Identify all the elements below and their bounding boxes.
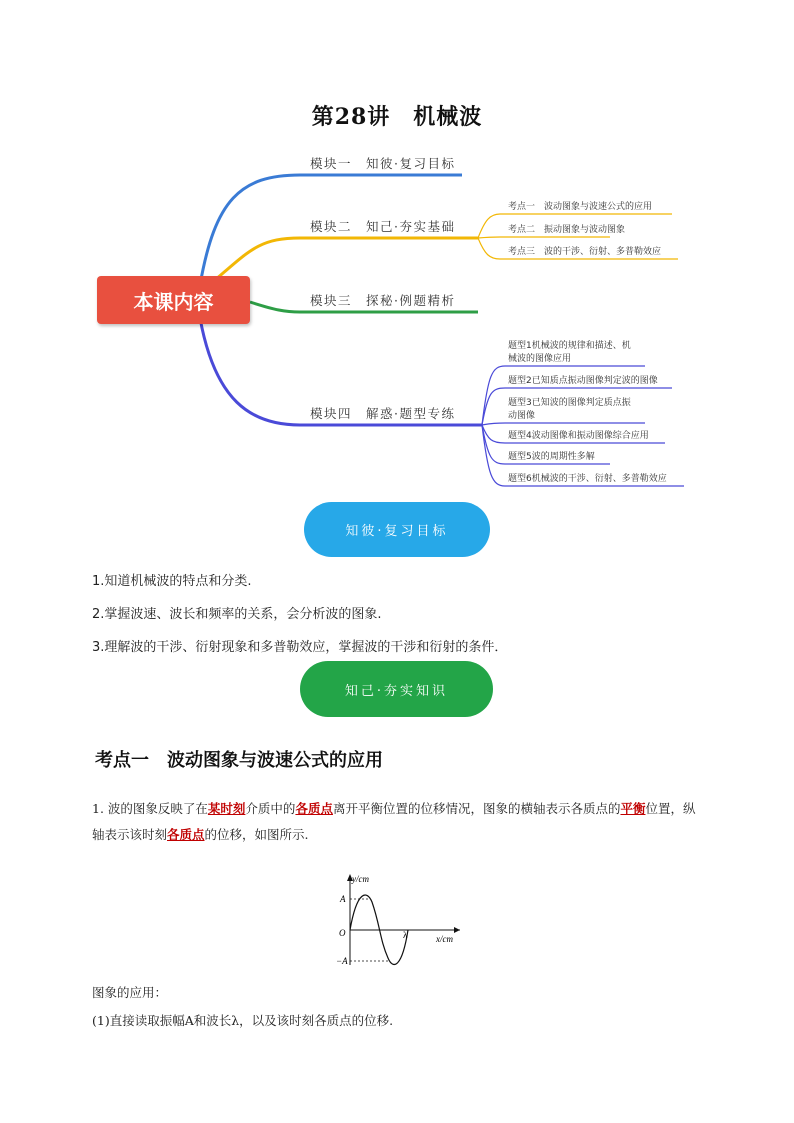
goal-item: 2.掌握波速、波长和频率的关系，会分析波的图象.: [92, 607, 382, 622]
sub-item: 械波的图像应用: [508, 354, 572, 364]
sub-line-4-3: [482, 423, 645, 425]
review-goals-banner: 知彼·复习目标: [304, 502, 490, 557]
sub-item: 题型5波的周期性多解: [508, 452, 595, 462]
branch-module-2: 模块二 知己·夯实基础: [310, 219, 456, 234]
section-heading: 考点一 波动图象与波速公式的应用: [95, 750, 383, 771]
sub-item: 题型6机械波的干涉、衍射、多普勒效应: [508, 474, 667, 484]
mindmap-root: 本课内容: [97, 276, 250, 324]
sub-item: 考点一 波动图象与波速公式的应用: [508, 202, 653, 212]
sub-item: 题型2已知质点振动图像判定波的图像: [508, 376, 658, 386]
highlight-term: 平衡: [620, 801, 646, 816]
page-title: 第28讲 机械波: [311, 104, 483, 130]
origin-label: O: [339, 928, 346, 938]
wavelength-label: λ: [403, 930, 408, 940]
sub-item: 题型1机械波的规律和描述、机: [508, 341, 631, 351]
application-heading: 图象的应用：: [92, 985, 168, 1000]
sub-item: 考点二 振动图象与波动图象: [508, 225, 626, 235]
highlight-term: 各质点: [295, 801, 333, 816]
sub-item: 动图像: [508, 411, 536, 421]
branch-module-1: 模块一 知彼·复习目标: [310, 156, 456, 171]
amplitude-label: A: [340, 894, 346, 904]
sub-line-2-2: [478, 237, 610, 238]
paragraph-wave-image: 1. 波的图象反映了在某时刻介质中的各质点离开平衡位置的位移情况，图象的横轴表示各质点的平衡位置，纵轴表示该时刻各质点的位移，如图所示.: [92, 801, 696, 842]
negative-amplitude-label: −A: [336, 956, 348, 966]
branch-module-4: 模块四 解惑·题型专练: [310, 406, 456, 421]
basics-banner: 知己·夯实知识: [300, 661, 493, 717]
highlight-term: 各质点: [167, 827, 205, 842]
highlight-term: 某时刻: [207, 801, 246, 816]
goal-item: 1.知道机械波的特点和分类.: [92, 574, 252, 589]
x-axis-label: x/cm: [436, 934, 453, 944]
sub-item: 题型3已知波的图像判定质点振: [508, 398, 631, 408]
sub-item: 题型4波动图像和振动图像综合应用: [508, 431, 649, 441]
sub-item: 考点三 波的干涉、衍射、多普勒效应: [508, 247, 662, 257]
application-item-1: (1)直接读取振幅A和波长λ，以及该时刻各质点的位移.: [92, 1013, 394, 1028]
wave-figure: [330, 870, 470, 970]
branch-module-3: 模块三 探秘·例题精析: [310, 293, 456, 308]
y-axis-label: y/cm: [352, 874, 369, 884]
branch-line-2: [215, 238, 478, 280]
goal-item: 3.理解波的干涉、衍射现象和多普勒效应，掌握波的干涉和衍射的条件．: [92, 640, 508, 655]
